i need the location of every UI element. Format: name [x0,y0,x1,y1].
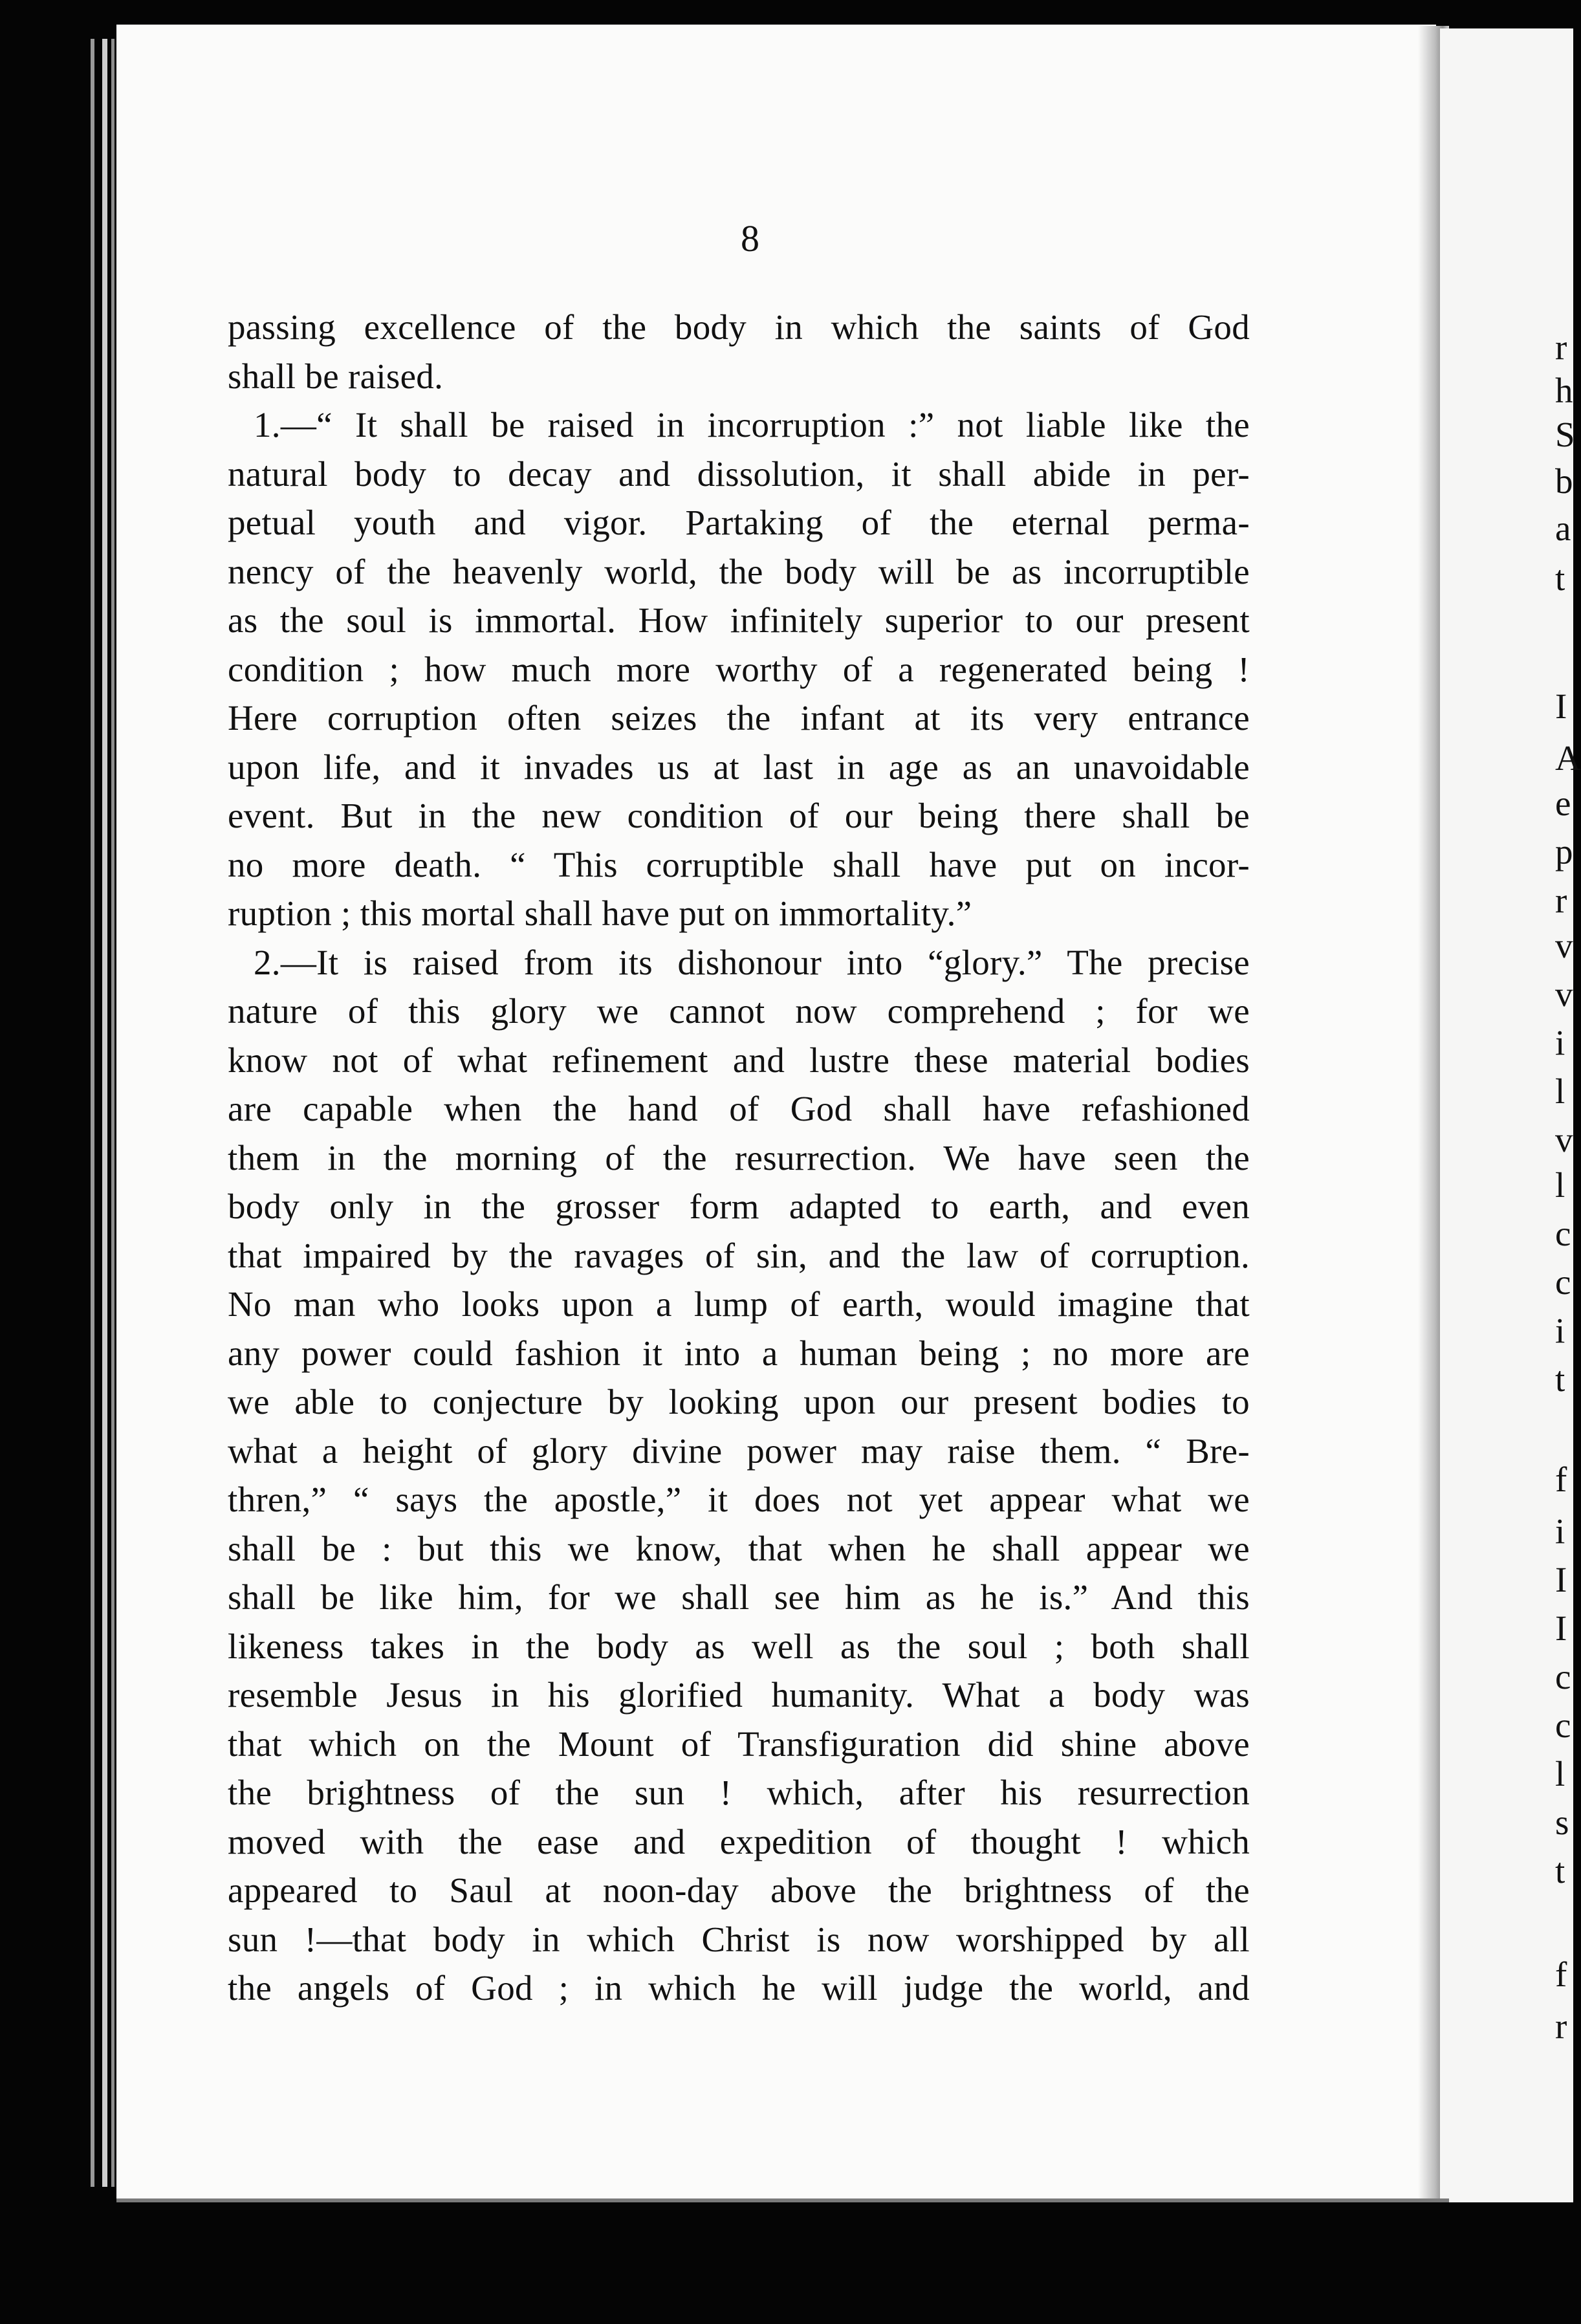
text-line: the angels of God ; in which he will judge the world, and [228,1968,1250,2008]
text-line: 2.—It is raised from its dishonour into “glory.” The precise [254,942,1250,982]
facing-page-letter: I [1555,1560,1567,1599]
page-edge [111,39,114,2187]
facing-page-letter: S [1555,415,1575,454]
text-line: that which on the Mount of Transfiguration did shine above [228,1724,1250,1764]
text-line: appeared to Saul at noon-day above the brightness of the [228,1870,1250,1910]
facing-page-letter: b [1555,461,1573,501]
text-line: any power could fashion it into a human being ; no more are [228,1333,1250,1373]
facing-page-letter: l [1555,1071,1565,1111]
text-line: moved with the ease and expedition of thought ! which [228,1821,1250,1861]
page-edge [102,39,107,2187]
facing-page-letter: p [1555,832,1573,872]
text-line: Here corruption often seizes the infant at its very entrance [228,698,1250,738]
text-line: them in the morning of the resurrection. We have seen the [228,1137,1250,1178]
body-text [228,303,1250,2013]
facing-page-letter: e [1555,784,1571,823]
facing-page-letter: l [1555,1165,1565,1205]
text-line: are capable when the hand of God shall have refashioned [228,1089,1250,1128]
facing-page-letter: c [1555,1262,1571,1302]
facing-page-letter: a [1555,509,1571,548]
text-line: nature of this glory we cannot now comprehend ; for we [228,991,1250,1031]
text-line: passing excellence of the body in which the saints of God [228,307,1250,347]
facing-page-letter: c [1555,1705,1571,1745]
text-line: resemble Jesus in his glorified humanity. What a body was [228,1675,1250,1715]
facing-page-letter: f [1555,1460,1567,1499]
page-edge [91,39,94,2187]
text-line: what a height of glory divine power may raise them. “ Bre- [228,1431,1250,1471]
facing-page-letter: v [1555,974,1573,1014]
text-line: No man who looks upon a lump of earth, would imagine that [228,1284,1250,1324]
text-line: likeness takes in the body as well as the soul ; both shall [228,1626,1250,1666]
text-line: petual youth and vigor. Partaking of the eternal perma- [228,503,1250,542]
facing-page-letter: c [1555,1657,1571,1696]
text-line: we able to conjecture by looking upon our present bodies to [228,1382,1250,1421]
facing-page-letter: i [1555,1311,1565,1350]
text-line: that impaired by the ravages of sin, and the law of corruption. [228,1235,1250,1275]
facing-page-letter: A [1555,738,1581,778]
text-line: condition ; how much more worthy of a regenerated being ! [228,649,1250,689]
text-line: ruption ; this mortal shall have put on immortality.” [228,893,972,933]
facing-page-letter: t [1555,1851,1565,1891]
facing-page-letter: c [1555,1214,1571,1253]
text-line: sun !—that body in which Christ is now worshipped by all [228,1919,1250,1959]
facing-page-letter: l [1555,1754,1565,1793]
text-line: the brightness of the sun ! which, after his resurrection [228,1773,1250,1812]
facing-page-letter: i [1555,1511,1565,1551]
text-line: natural body to decay and dissolution, it shall abide in per- [228,454,1250,494]
facing-page-letter: f [1555,1955,1567,1994]
facing-page-letter: v [1555,1120,1573,1159]
text-line: no more death. “ This corruptible shall have put on incor- [228,844,1250,884]
text-line: upon life, and it invades us at last in age as an unavoidable [228,747,1250,787]
text-line: as the soul is immortal. How infinitely superior to our present [228,600,1250,640]
page-number: 8 [741,217,759,259]
text-line: 1.—“ It shall be raised in incorruption :” not liable like the [254,405,1250,444]
facing-page-letter: i [1555,1023,1565,1062]
facing-page-letter: t [1555,558,1565,598]
facing-page-letter: h [1555,371,1573,410]
text-line: shall be raised. [228,356,444,396]
facing-page-letter: I [1555,686,1567,726]
facing-page-letter: r [1555,327,1567,367]
facing-page-letter: r [1555,2006,1567,2046]
text-line: body only in the grosser form adapted to earth, and even [228,1187,1250,1226]
facing-page-letter: v [1555,926,1573,965]
facing-page-letter: I [1555,1608,1567,1648]
text-line: shall be : but this we know, that when he shall appear we [228,1528,1250,1568]
facing-page [1440,28,1573,2202]
facing-page-letter: t [1555,1359,1565,1399]
text-line: know not of what refinement and lustre these material bodies [228,1040,1250,1080]
text-line: nency of the heavenly world, the body will be as incorruptible [228,551,1250,591]
page-bottom-edge [116,2198,1449,2202]
text-line: shall be like him, for we shall see him as he is.” And this [228,1577,1250,1617]
text-line: event. But in the new condition of our being there shall be [228,796,1250,835]
facing-page-letter: s [1555,1803,1569,1842]
facing-page-letter: r [1555,881,1567,920]
text-line: thren,” “ says the apostle,” it does not yet appear what we [228,1480,1250,1519]
